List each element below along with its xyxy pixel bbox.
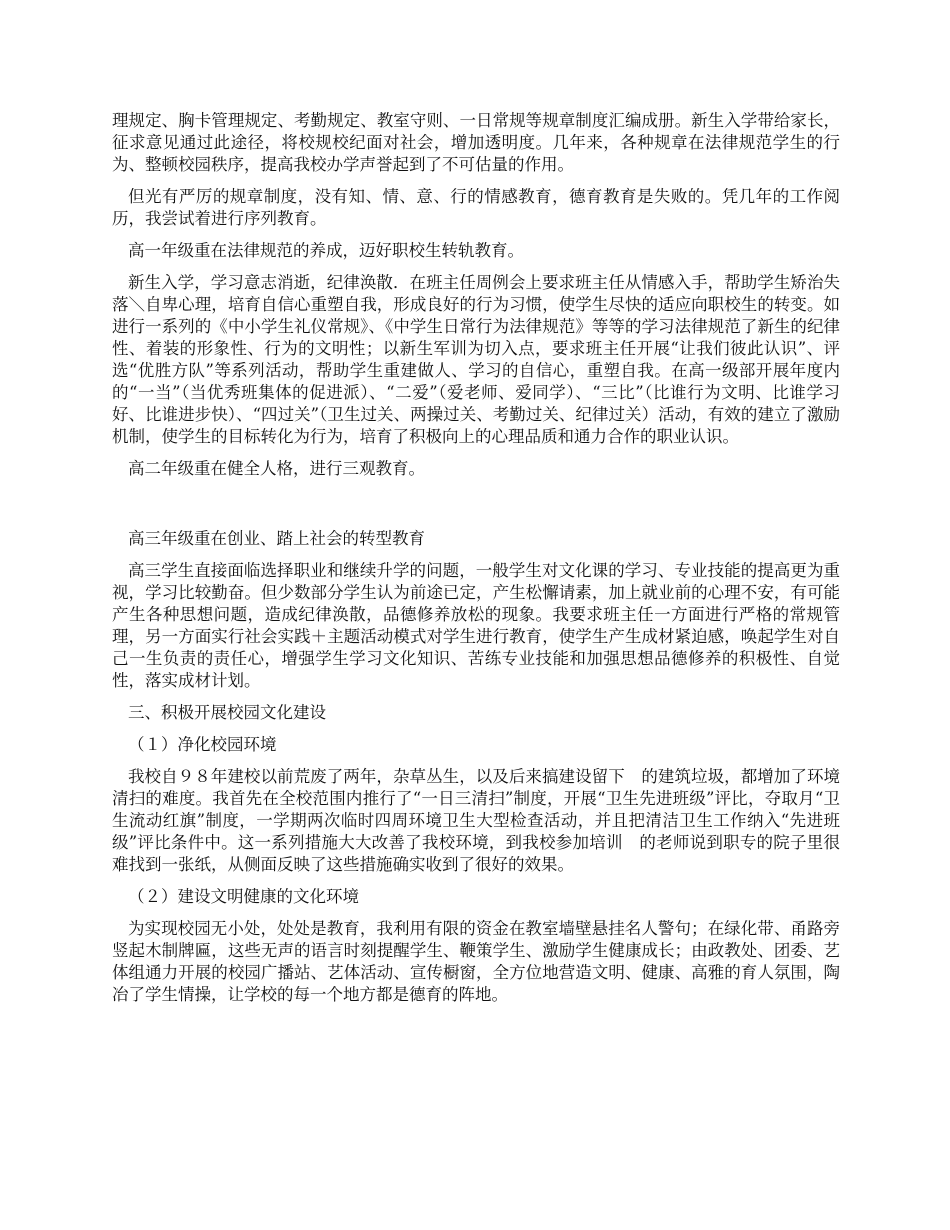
subheading-purify-environment: （１）净化校园环境 <box>128 735 277 754</box>
subheading-cultural-environment: （２）建设文明健康的文化环境 <box>128 887 359 906</box>
paragraph-grade-one-detail: 新生入学，学习意志消逝，纪律涣散．在班主任周例会上要求班主任从情感入手，帮助学生矫治失落＼自卑心理，培育自信心重塑自我，形成良好的行为习惯，使学生尽快的适应向职校生的转变。如进行一系列的《中小学生礼仪常规》、《中学生日常行为法律规范》等等的学习法律规范了新生的纪律性、着装的形象性、行为的文明性；以新生军训为切入点，要求班主任开展“让我们彼此认识”、评选“优胜方队”等系列活动，帮助学生重建做人、学习的自信心，重塑自我。在高一级部开展年度内的“一当”（当优秀班集体的促进派）、“二爱”（爱老师、爱同学）、“三比”（比谁行为文明、比谁学习好、比谁进步快）、“四过关”（卫生过关、两操过关、考勤过关、纪律过关）活动，有效的建立了激励机制，使学生的目标转化为行为，培育了积极向上的心理品质和通力合作的职业认识。 <box>112 273 840 446</box>
paragraph-cultural-detail: 为实现校园无小处，处处是教育，我利用有限的资金在教室墙壁悬挂名人警句；在绿化带、甬路旁竖起木制牌匾，这些无声的语言时刻提醒学生、鞭策学生、激励学生健康成长；由政教处、团委、艺体组通力开展的校园广播站、艺体活动、宣传橱窗，全方位地营造文明、健康、高雅的育人氛围，陶冶了学生情操，让学校的每一个地方都是德育的阵地。 <box>112 919 840 1004</box>
paragraph-grade-three-heading: 高三年级重在创业、踏上社会的转型教育 <box>128 529 425 548</box>
document-body <box>112 110 840 1016</box>
paragraph-grade-one-heading: 高一年级重在法律规范的养成，迈好职校生转轨教育。 <box>128 241 524 260</box>
paragraph-grade-three-detail: 高三学生直接面临选择职业和继续升学的问题，一般学生对文化课的学习、专业技能的提高更为重视，学习比较勤奋。但少数部分学生认为前途已定，产生松懈请素，加上就业前的心理不安，有可能产生各种思想问题，造成纪律涣散，品德修养放松的现象。我要求班主任一方面进行严格的常规管理，另一方面实行社会实践＋主题活动模式对学生进行教育，使学生产生成材紧迫感，唤起学生对自己一生负责的责任心，增强学生学习文化知识、苦练专业技能和加强思想品德修养的积极性、自觉性，落实成材计划。 <box>112 561 840 690</box>
paragraph-environment-detail: 我校自９８年建校以前荒废了两年，杂草丛生，以及后来搞建设留下 的建筑垃圾，都增加了环境清扫的难度。我首先在全校范围内推行了“一日三清扫”制度，开展“卫生先进班级”评比，夺取月“卫生流动红旗”制度，一学期两次临时四周环境卫生大型检查活动，并且把清洁卫生工作纳入“先进班级”评比条件中。这一系列措施大大改善了我校环境，到我校参加培训 的老师说到职专的院子里很难找到一张纸，从侧面反映了这些措施确实收到了很好的效果。 <box>112 767 840 874</box>
paragraph-sequence-education: 但光有严厉的规章制度，没有知、情、意、行的情感教育，德育教育是失败的。凭几年的工作阅历，我尝试着进行序列教育。 <box>112 187 840 228</box>
paragraph-grade-two-heading: 高二年级重在健全人格，进行三观教育。 <box>128 459 425 478</box>
section-heading-campus-culture: 三、积极开展校园文化建设 <box>128 703 326 722</box>
paragraph-rules-compilation: 理规定、胸卡管理规定、考勤规定、教室守则、一日常规等规章制度汇编成册。新生入学带给家长，征求意见通过此途径，将校规校纪面对社会，增加透明度。几年来，各种规章在法律规范学生的行为、整顿校园秩序，提高我校办学声誉起到了不可估量的作用。 <box>112 111 840 174</box>
